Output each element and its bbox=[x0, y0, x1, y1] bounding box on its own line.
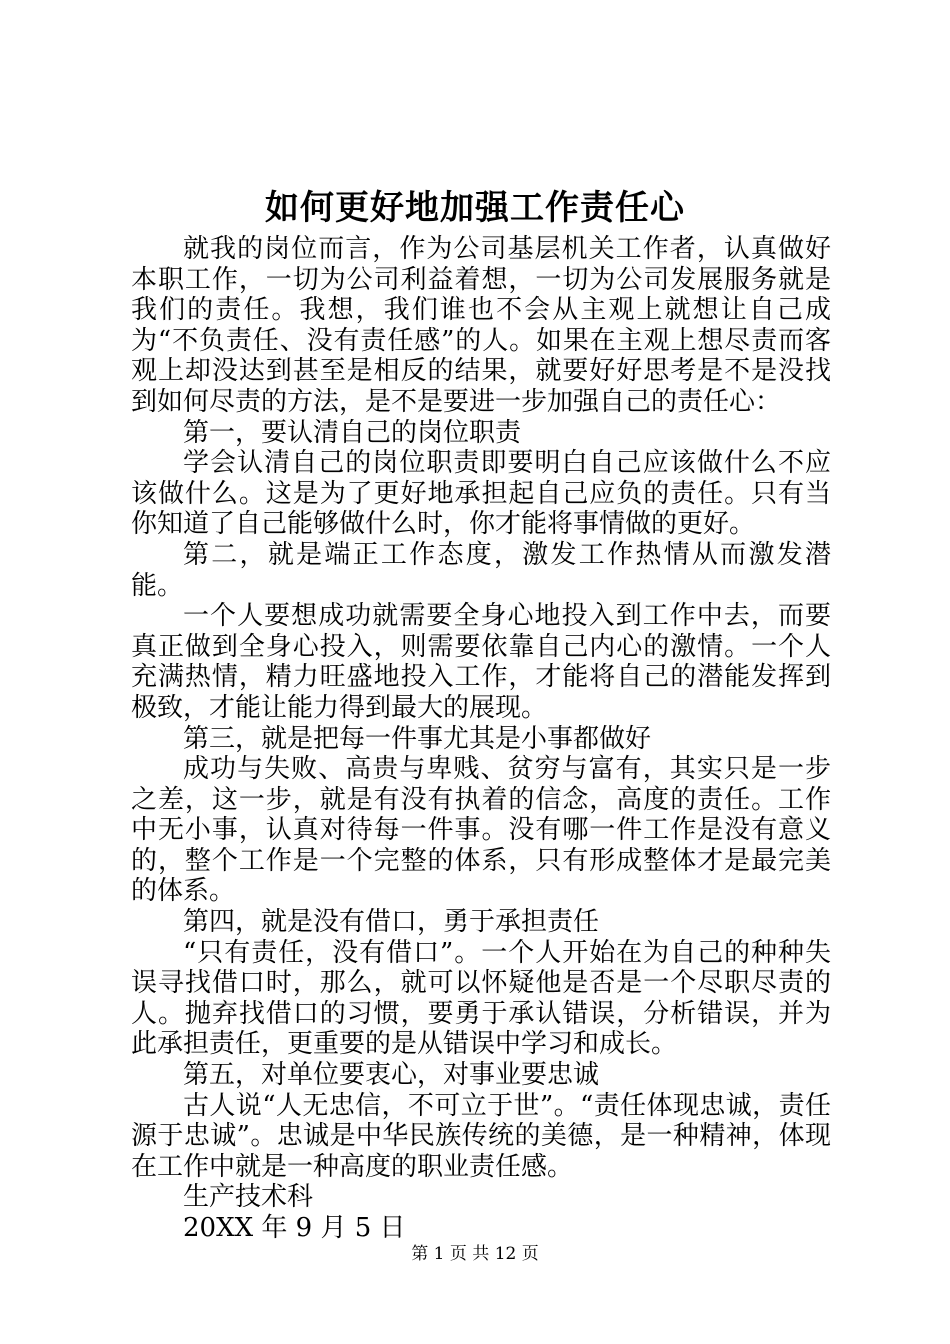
paragraph-point-1: 学会认清自己的岗位职责即要明白自己应该做什么不应该做什么。这是为了更好地承担起自己应负的责任。只有当你知道了自己能够做什么时，你才能将事情做的更好。 bbox=[131, 448, 831, 540]
paragraph-point-2: 一个人要想成功就需要全身心地投入到工作中去，而要真正做到全身心投入，则需要依靠自己内心的激情。一个人充满热情，精力旺盛地投入工作，才能将自己的潜能发挥到极致，才能让能力得到最大的展现。 bbox=[131, 601, 831, 723]
paragraph-intro: 就我的岗位而言，作为公司基层机关工作者，认真做好本职工作，一切为公司利益着想，一切为公司发展服务就是我们的责任。我想，我们谁也不会从主观上就想让自己成为“不负责任、没有责任感”的人。如果在主观上想尽责而客观上却没达到甚至是相反的结果，就要好好思考是不是没找到如何尽责的方法，是不是要进一步加强自己的责任心： bbox=[131, 234, 831, 417]
document-title: 如何更好地加强工作责任心 bbox=[265, 188, 685, 228]
signature-date: 20XX 年 9 月 5 日 bbox=[183, 1213, 406, 1243]
signature-department: 生产技术科 bbox=[183, 1182, 314, 1213]
page-number-footer: 第 1 页 共 12 页 bbox=[411, 1244, 539, 1264]
document-body bbox=[131, 234, 831, 1244]
heading-point-3: 第三，就是把每一件事尤其是小事都做好 bbox=[183, 723, 652, 754]
paragraph-point-5: 古人说“人无忠信，不可立于世”。“责任体现忠诚，责任源于忠诚”。忠诚是中华民族传统的美德，是一种精神，体现在工作中就是一种高度的职业责任感。 bbox=[131, 1090, 831, 1182]
heading-point-4: 第四，就是没有借口，勇于承担责任 bbox=[183, 907, 600, 938]
paragraph-point-4: “只有责任，没有借口”。一个人开始在为自己的种种失误寻找借口时，那么，就可以怀疑他是否是一个尽职尽责的人。抛弃找借口的习惯，要勇于承认错误，分析错误，并为此承担责任，更重要的是从错误中学习和成长。 bbox=[131, 937, 831, 1060]
paragraph-point-3: 成功与失败、高贵与卑贱、贫穷与富有，其实只是一步之差，这一步，就是有没有执着的信念，高度的责任。工作中无小事，认真对待每一件事。没有哪一件工作是没有意义的，整个工作是一个完整的体系，只有形成整体才是最完美的体系。 bbox=[131, 754, 831, 907]
heading-point-1: 第一，要认清自己的岗位职责 bbox=[183, 417, 522, 448]
heading-point-5: 第五，对单位要衷心，对事业要忠诚 bbox=[183, 1060, 600, 1091]
heading-point-2: 第二，就是端正工作态度，激发工作热情从而激发潜能。 bbox=[131, 539, 831, 601]
